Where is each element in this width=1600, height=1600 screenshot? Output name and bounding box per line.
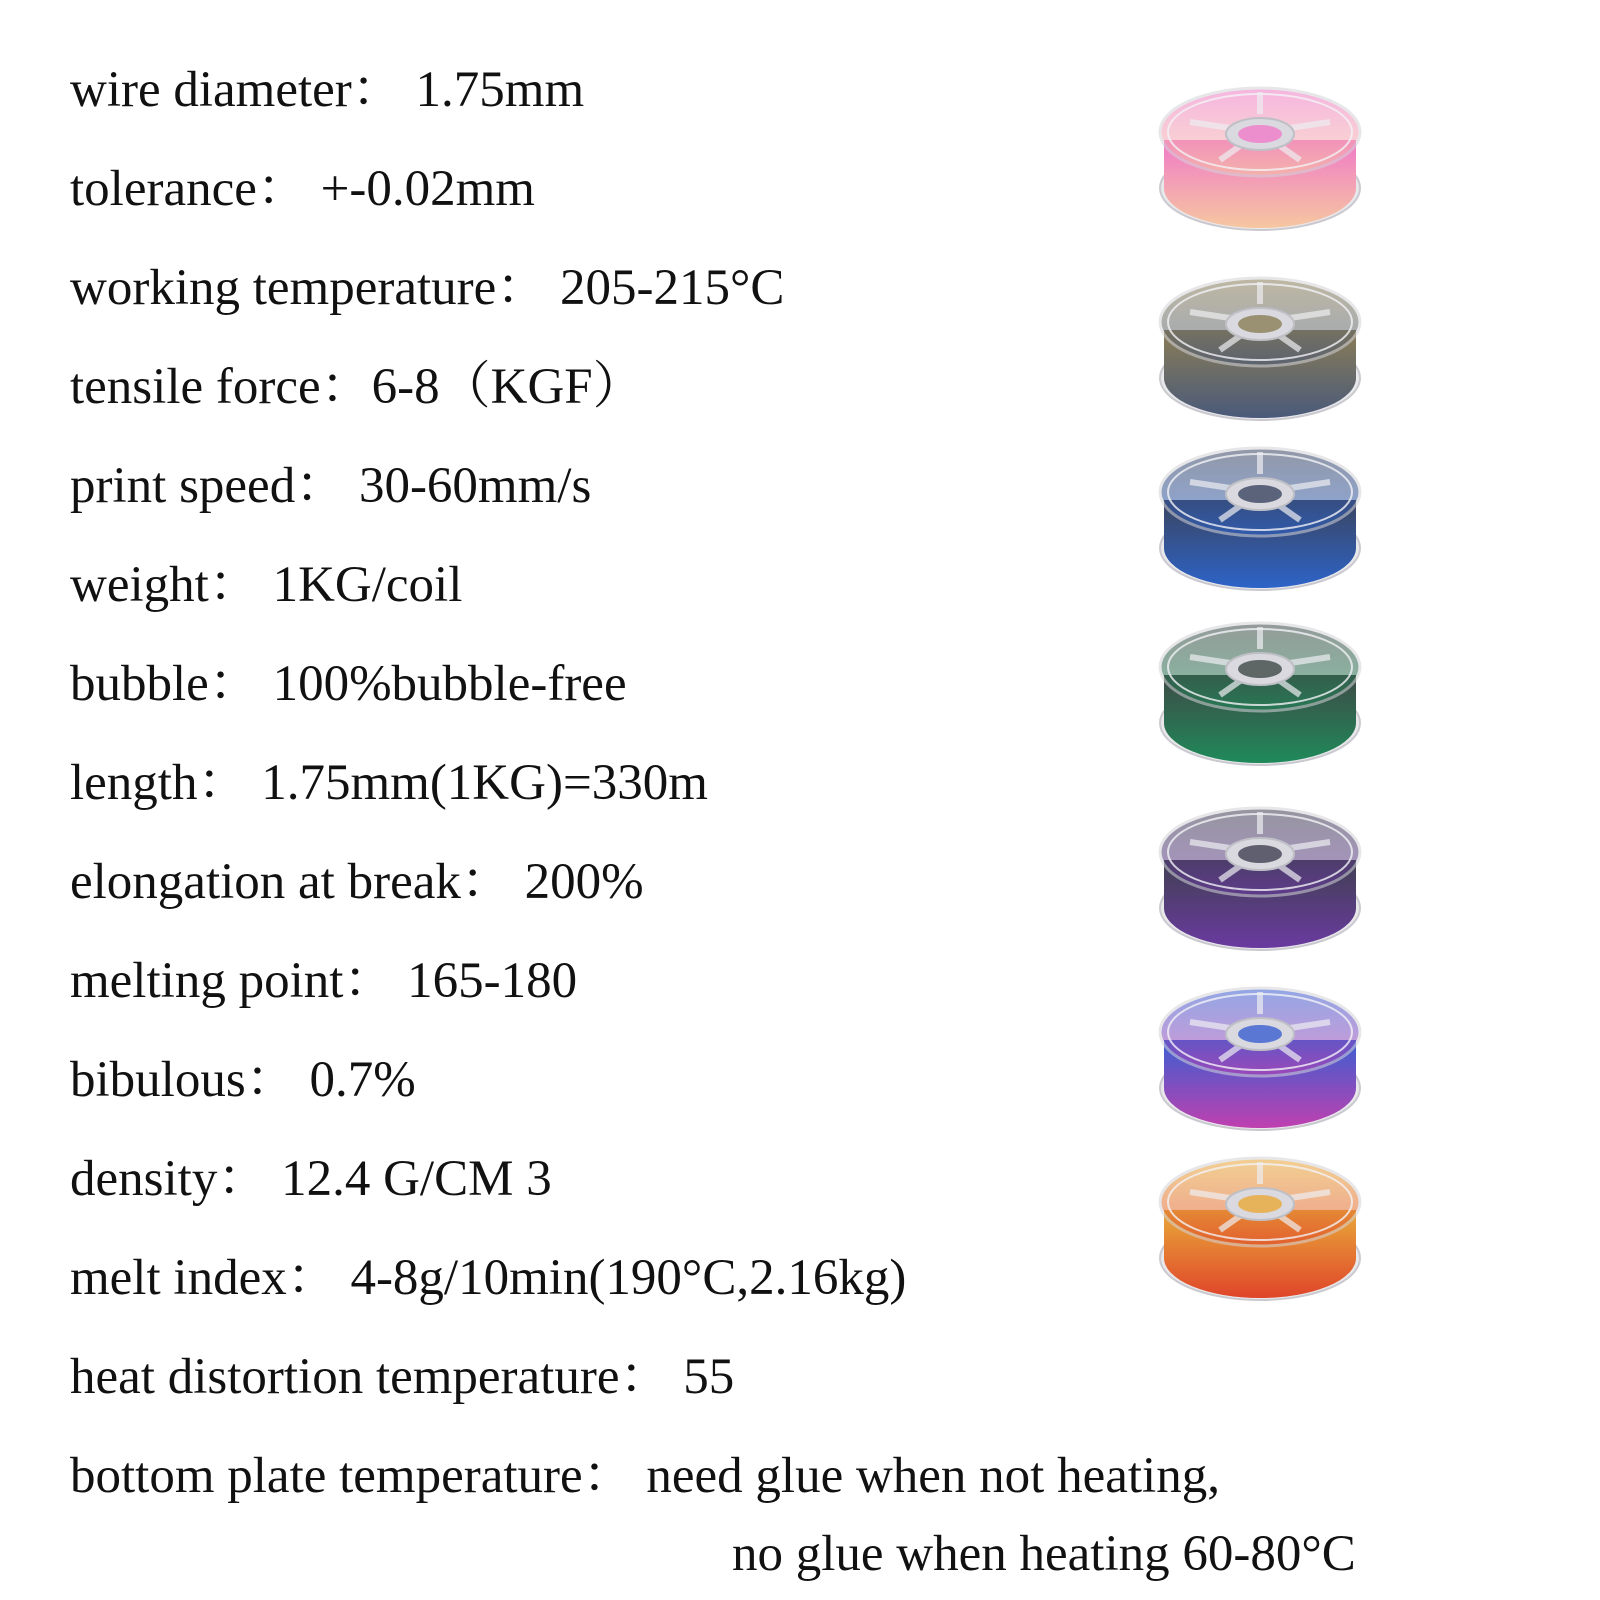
spec-label: tolerance： xyxy=(70,161,308,217)
spec-label: length： xyxy=(70,755,249,811)
spool-graphic xyxy=(1150,430,1370,610)
spec-label: working temperature： xyxy=(70,260,548,316)
spool-graphic xyxy=(1150,70,1370,250)
spec-value: 1.75mm(1KG)=330m xyxy=(248,755,708,811)
spec-label: weight： xyxy=(70,557,260,613)
spec-row xyxy=(70,1246,1150,1345)
spec-label: print speed： xyxy=(70,458,347,514)
spec-row xyxy=(70,1444,1356,1586)
spec-label: bibulous： xyxy=(70,1052,297,1108)
spec-label: tensile force： xyxy=(70,359,372,415)
spec-value: 165-180 xyxy=(394,953,578,1009)
spec-label: melting point： xyxy=(70,953,395,1009)
filament-spool-image xyxy=(1150,605,1370,785)
spec-value: 12.4 G/CM 3 xyxy=(268,1151,552,1207)
spec-row xyxy=(70,553,1150,652)
spec-label: heat distortion temperature： xyxy=(70,1349,671,1405)
filament-spool-image xyxy=(1150,790,1370,970)
spec-value-continued: no glue when heating 60-80°C xyxy=(732,1526,1356,1582)
spec-label: elongation at break： xyxy=(70,854,512,910)
spec-row xyxy=(70,751,1150,850)
spec-value: 1.75mm xyxy=(402,62,585,118)
spec-label: wire diameter： xyxy=(70,62,403,118)
spec-value: 200% xyxy=(511,854,644,910)
spec-row xyxy=(70,1147,1150,1246)
spec-row xyxy=(70,949,1150,1048)
spec-value: 55 xyxy=(670,1349,735,1405)
spec-row xyxy=(70,58,1150,157)
spool-graphic xyxy=(1150,605,1370,785)
spec-value: +-0.02mm xyxy=(307,161,535,217)
spool-graphic xyxy=(1150,260,1370,440)
spool-graphic xyxy=(1150,1140,1370,1320)
spec-value: 0.7% xyxy=(296,1052,416,1108)
spec-row xyxy=(70,355,1150,454)
spec-value: 205-215°C xyxy=(547,260,785,316)
spec-value: 4-8g/10min(190°C,2.16kg) xyxy=(337,1250,907,1306)
spool-graphic xyxy=(1150,970,1370,1150)
filament-spool-image xyxy=(1150,1140,1370,1320)
filament-spool-image xyxy=(1150,260,1370,440)
spec-list xyxy=(70,58,1356,1586)
spec-row xyxy=(70,1048,1150,1147)
filament-spool-image xyxy=(1150,430,1370,610)
filament-spool-image xyxy=(1150,70,1370,250)
spec-value: 1KG/coil xyxy=(259,557,463,613)
spec-value: 6-8（KGF） xyxy=(371,359,644,415)
spec-row xyxy=(70,256,1150,355)
spec-value: 100%bubble-free xyxy=(259,656,627,712)
spec-label: bubble： xyxy=(70,656,260,712)
spec-label: density： xyxy=(70,1151,269,1207)
spec-label: bottom plate temperature： xyxy=(70,1448,634,1504)
spec-value: 30-60mm/s xyxy=(346,458,592,514)
spec-row xyxy=(70,157,1150,256)
spec-row xyxy=(70,1345,1150,1444)
spec-row xyxy=(70,850,1150,949)
spool-graphic xyxy=(1150,790,1370,970)
spec-label: melt index： xyxy=(70,1250,338,1306)
filament-spool-image xyxy=(1150,970,1370,1150)
spec-row xyxy=(70,652,1150,751)
spec-value: need glue when not heating, xyxy=(633,1448,1220,1504)
spec-row xyxy=(70,454,1150,553)
